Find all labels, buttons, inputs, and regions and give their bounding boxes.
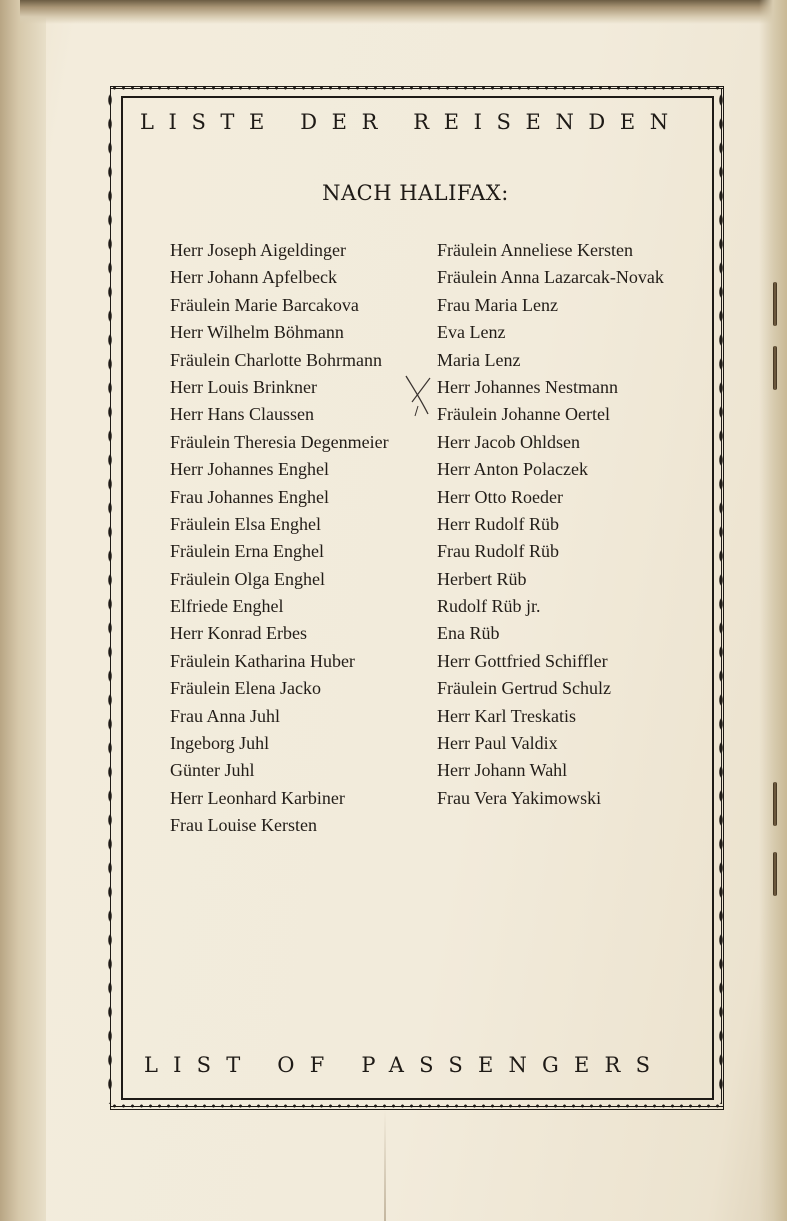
passenger-name: Herr Konrad Erbes xyxy=(170,623,307,644)
passenger-name: Herr Johann Apfelbeck xyxy=(170,267,337,288)
passenger-name: Herr Wilhelm Böhmann xyxy=(170,322,344,343)
passenger-name: Fräulein Marie Barcakova xyxy=(170,294,359,315)
passenger-name: Fräulein Anneliese Kersten xyxy=(437,240,633,260)
passenger-name: Fräulein Elena Jacko xyxy=(170,678,321,699)
passenger-name: Herr Joseph Aigeldinger xyxy=(170,240,346,260)
passenger-name: Ingeborg Juhl xyxy=(170,733,270,754)
handwritten-x-mark xyxy=(400,372,440,418)
passenger-name: Herr Gottfried Schiffler xyxy=(437,650,608,671)
passenger-name: Fräulein Anna Lazarcak-Novak xyxy=(437,267,664,288)
staple xyxy=(773,282,777,326)
passenger-name: Herr Johannes Enghel xyxy=(170,459,329,480)
passenger-name: Frau Louise Kersten xyxy=(170,815,317,836)
passenger-name: Herr Hans Claussen xyxy=(170,404,314,425)
passenger-list-left xyxy=(170,237,389,840)
passenger-name: Herbert Rüb xyxy=(437,568,527,589)
booklet-spine xyxy=(0,0,46,1221)
passenger-name: Herr Rudolf Rüb xyxy=(437,513,559,534)
staple xyxy=(773,346,777,390)
passenger-name: Elfriede Enghel xyxy=(170,596,284,617)
passenger-name: Herr Karl Treskatis xyxy=(437,705,576,726)
page-title-english: LIST OF PASSENGERS xyxy=(144,1053,666,1077)
passenger-name: Herr Anton Polaczek xyxy=(437,459,588,480)
passenger-name: Herr Leonhard Karbiner xyxy=(170,787,345,808)
passenger-name: Frau Anna Juhl xyxy=(170,705,280,726)
page-title-german: LISTE DER REISENDEN xyxy=(140,110,683,134)
destination-heading: NACH HALIFAX: xyxy=(322,181,509,205)
passenger-name: Ena Rüb xyxy=(437,623,500,644)
passenger-name: Fräulein Olga Enghel xyxy=(170,568,325,589)
passenger-name: Fräulein Theresia Degenmeier xyxy=(170,431,389,452)
page-right-edge xyxy=(759,0,787,1221)
passenger-name: Fräulein Johanne Oertel xyxy=(437,404,610,425)
staple xyxy=(773,852,777,896)
passenger-name: Günter Juhl xyxy=(170,760,255,781)
page-top-edge xyxy=(20,0,787,24)
passenger-name: Herr Louis Brinkner xyxy=(170,376,317,397)
passenger-name: Fräulein Gertrud Schulz xyxy=(437,678,611,699)
passenger-name: Herr Johann Wahl xyxy=(437,760,568,781)
passenger-name: Frau Vera Yakimowski xyxy=(437,787,602,808)
passenger-name: Fräulein Katharina Huber xyxy=(170,650,355,671)
passenger-name: Fräulein Charlotte Bohrmann xyxy=(170,349,382,370)
passenger-name: Herr Paul Valdix xyxy=(437,733,558,754)
page-crease xyxy=(384,1110,386,1221)
passenger-name: Herr Johannes Nestmann xyxy=(437,376,618,397)
passenger-name: Fräulein Erna Enghel xyxy=(170,541,324,562)
passenger-name: Maria Lenz xyxy=(437,349,521,370)
passenger-list-right xyxy=(437,237,664,812)
passenger-name: Frau Johannes Enghel xyxy=(170,486,329,507)
passenger-name: Rudolf Rüb jr. xyxy=(437,596,541,617)
passenger-name: Eva Lenz xyxy=(437,322,506,343)
passenger-name: Herr Otto Roeder xyxy=(437,486,563,507)
staple xyxy=(773,782,777,826)
passenger-name: Fräulein Elsa Enghel xyxy=(170,513,321,534)
passenger-name: Frau Rudolf Rüb xyxy=(437,541,560,562)
passenger-name: Frau Maria Lenz xyxy=(437,294,558,315)
passenger-name: Herr Jacob Ohldsen xyxy=(437,431,580,452)
